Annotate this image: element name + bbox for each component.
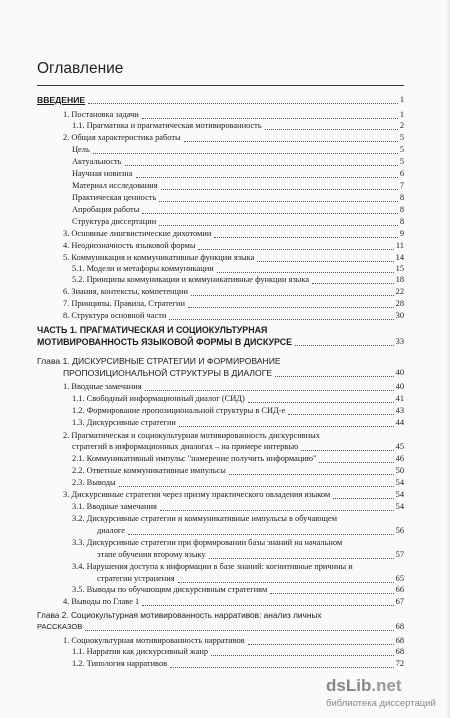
toc-entry[interactable]: 2.1. Коммуникативный импульс "намерение получить информацию" 46 — [72, 454, 404, 463]
toc-entry[interactable]: 3.5. Выводы по обучающим дискурсивным стратегиям 66 — [72, 585, 404, 594]
part-heading[interactable]: ЧАСТЬ 1. ПРАГМАТИЧЕСКАЯ И СОЦИОКУЛЬТУРНАЯ — [37, 325, 268, 335]
toc-entry[interactable]: Цель 5 — [72, 145, 404, 154]
toc-entry[interactable]: 5. Коммуникация и коммуникативные функции языка 14 — [63, 253, 404, 262]
toc-entry[interactable]: 2. Прагматическая и социокультурная мотивированность дискурсивных — [63, 431, 320, 440]
toc-entry[interactable]: 2.3. Выводы 54 — [72, 478, 404, 487]
toc-entry[interactable]: стратегии устранения 65 — [97, 574, 404, 583]
toc-entry[interactable]: 3.4. Нарушения доступа к информации в базе знаний: когнитивные причины и — [72, 562, 353, 571]
chapter-heading[interactable]: Глава 1. ДИСКУРСИВНЫЕ СТРАТЕГИИ И ФОРМИРОВАНИЕ — [37, 356, 281, 366]
toc-entry[interactable]: 1.2. Типология нарративов 72 — [72, 659, 404, 668]
toc-entry[interactable]: 5.1. Модели и метафоры коммуникации 15 — [72, 264, 404, 273]
toc-entry[interactable]: 3.2. Дискурсивные стратегии и коммуникативные импульсы в обучающем — [72, 514, 337, 523]
toc-entry[interactable]: 1. Вводные замечания 40 — [63, 382, 404, 391]
toc-entry[interactable]: этапе обучения второму языку 57 — [97, 550, 404, 559]
title-rule — [37, 85, 404, 86]
toc-title: Оглавление — [37, 60, 124, 77]
toc-entry[interactable]: диалоге 56 — [97, 526, 404, 535]
chapter-heading[interactable]: Глава 2. Социокультурная мотивированность нарративов: анализ личных — [37, 610, 322, 620]
toc-entry[interactable]: 1.2. Формирование пропозициональной структуры в СИД-е 43 — [72, 406, 404, 415]
toc-entry[interactable]: стратегий в информационных диалогах – на примере интервью 45 — [72, 442, 404, 451]
toc-entry[interactable]: 4. Выводы по Главе 1 67 — [63, 597, 404, 606]
toc-entry[interactable]: 3.1. Вводные замечания 54 — [72, 502, 404, 511]
toc-entry[interactable]: Практическая ценность 8 — [72, 193, 404, 202]
toc-entry[interactable]: 1.1. Прагматика и прагматическая мотивированность 2 — [72, 121, 404, 130]
dslib-logo: dsLib.net — [326, 676, 402, 695]
toc-entry[interactable]: Научная новизна 6 — [72, 169, 404, 178]
toc-entry[interactable]: Структура диссертации 8 — [72, 217, 404, 226]
watermark-subtitle: библиотека диссертаций — [326, 698, 436, 709]
toc-entry[interactable]: 1.3. Дискурсивные стратегии 44 — [72, 418, 404, 427]
toc-entry[interactable]: 7. Принципы. Правила, Стратегии 28 — [63, 299, 404, 308]
chapter-heading[interactable]: РАССКАЗОВ 68 — [37, 622, 404, 631]
toc-entry[interactable]: ВВЕДЕНИЕ 1 — [37, 95, 404, 105]
toc-entry[interactable]: 3.3. Дискурсивные стратегии при формировании базы знаний на начальном — [72, 538, 343, 547]
toc-entry[interactable]: 3. Основные лингвистические дихотомии 9 — [63, 229, 404, 238]
toc-entry[interactable]: 4. Неоднозначность языковой формы 11 — [63, 241, 404, 250]
toc-entry[interactable]: 2.2. Ответные коммуникативные импульсы 50 — [72, 466, 404, 475]
toc-entry[interactable]: 1. Постановка задачи 1 — [63, 110, 404, 119]
toc-entry[interactable]: 3. Дискурсивные стратегии через призму практического овладения языком 54 — [63, 490, 404, 499]
toc-entry[interactable]: 1.1. Свободный информационный диалог (СИД) 41 — [72, 394, 404, 403]
dslib-watermark — [326, 676, 446, 714]
toc-entry[interactable]: 5.2. Принципы коммуникации и коммуникативные функции языка 18 — [72, 275, 404, 284]
toc-entry[interactable]: Материал исследования 7 — [72, 181, 404, 190]
scan-edge-shadow — [446, 0, 450, 718]
toc-entry[interactable]: 1.1. Нарратив как дискурсивный жанр 68 — [72, 647, 404, 656]
toc-entry[interactable]: Актуальность 5 — [72, 157, 404, 166]
toc-entry[interactable]: 6. Знания, контексты, компетенции 22 — [63, 287, 404, 296]
toc-entry[interactable]: 8. Структура основной части 30 — [63, 311, 404, 320]
chapter-heading[interactable]: ПРОПОЗИЦИОНАЛЬНОЙ СТРУКТУРЫ В ДИАЛОГЕ 40 — [63, 368, 404, 378]
toc-entry[interactable]: Апробация работы 8 — [72, 205, 404, 214]
part-heading[interactable]: МОТИВИРОВАННОСТЬ ЯЗЫКОВОЙ ФОРМЫ В ДИСКУРСЕ 33 — [37, 337, 404, 347]
toc-entry[interactable]: 2. Общая характеристика работы 5 — [63, 133, 404, 142]
toc-entry[interactable]: 1. Социокультурная мотивированность нарративов 68 — [63, 636, 404, 645]
